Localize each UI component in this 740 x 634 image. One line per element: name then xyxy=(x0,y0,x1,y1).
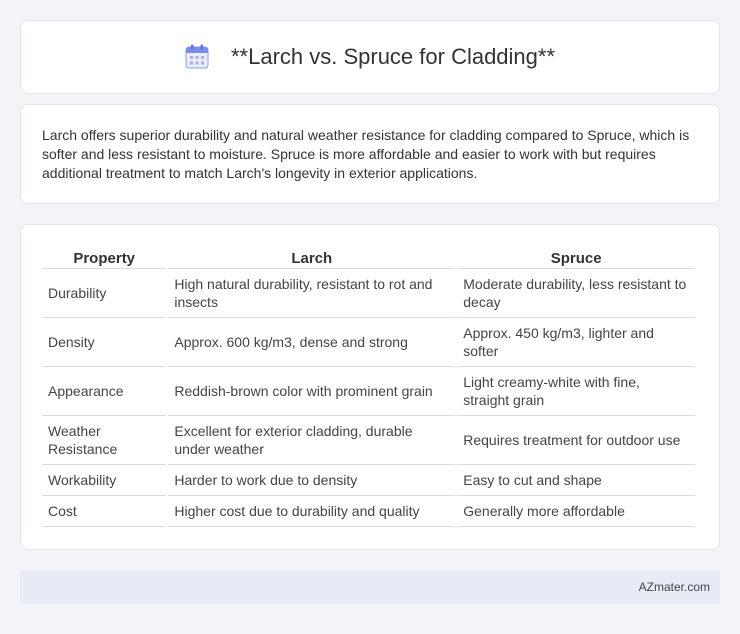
table-row xyxy=(42,367,695,416)
property-cell: Cost xyxy=(42,496,166,527)
summary-card xyxy=(20,104,720,204)
comparison-table-card xyxy=(20,224,720,550)
property-cell: Density xyxy=(42,318,166,367)
property-cell: Workability xyxy=(42,465,166,496)
property-cell: Durability xyxy=(42,269,166,318)
table-row xyxy=(42,269,695,318)
spruce-cell: Moderate durability, less resistant to decay xyxy=(457,269,695,318)
table-row xyxy=(42,496,695,527)
title-card xyxy=(20,20,720,94)
larch-cell: Higher cost due to durability and quality xyxy=(168,496,455,527)
spruce-cell: Easy to cut and shape xyxy=(457,465,695,496)
table-row xyxy=(42,416,695,465)
property-cell: Weather Resistance xyxy=(42,416,166,465)
spruce-cell: Requires treatment for outdoor use xyxy=(457,416,695,465)
page-title: **Larch vs. Spruce for Cladding** xyxy=(230,44,556,69)
spruce-cell: Light creamy-white with fine, straight grain xyxy=(457,367,695,416)
header-property: Property xyxy=(42,245,166,269)
larch-cell: Harder to work due to density xyxy=(168,465,455,496)
larch-cell: Reddish-brown color with prominent grain xyxy=(168,367,455,416)
footer-brand: AZmater.com xyxy=(638,580,710,594)
spruce-cell: Approx. 450 kg/m3, lighter and softer xyxy=(457,318,695,367)
summary-text: Larch offers superior durability and natural weather resistance for cladding compared to Spruce, which is softer and less resistant to moisture. Spruce is more affordable and easier to work with but requires additional treatment to match Larch's longevity in exterior applications. xyxy=(42,127,690,181)
larch-cell: Approx. 600 kg/m3, dense and strong xyxy=(168,318,455,367)
larch-cell: Excellent for exterior cladding, durable under weather xyxy=(168,416,455,465)
table-row xyxy=(42,318,695,367)
header-spruce: Spruce xyxy=(457,245,695,269)
calendar-icon xyxy=(185,44,209,70)
larch-cell: High natural durability, resistant to rot and insects xyxy=(168,269,455,318)
spruce-cell: Generally more affordable xyxy=(457,496,695,527)
property-cell: Appearance xyxy=(42,367,166,416)
table-header-row xyxy=(42,245,695,269)
comparison-table xyxy=(40,245,697,527)
footer-bar xyxy=(20,570,720,604)
header-larch: Larch xyxy=(168,245,455,269)
table-row xyxy=(42,465,695,496)
